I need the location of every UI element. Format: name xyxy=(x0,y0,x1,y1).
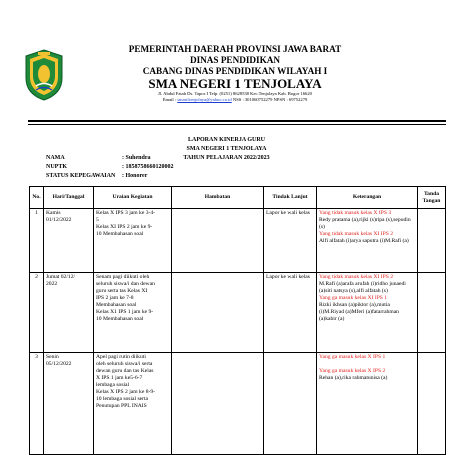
row-kegiatan-cell xyxy=(94,209,172,273)
header-kegiatan: Uraian Kegiatan xyxy=(94,187,172,209)
row-date-line: Senin xyxy=(46,354,59,360)
row-signature-cell xyxy=(418,209,446,273)
report-title-line3: TAHUN PELAJARAN 2022/2023 xyxy=(183,155,270,161)
row-kegiatan-line: Kelas X IPS 2 jam ke 8-9- xyxy=(96,389,156,395)
row-date-line: 2022 xyxy=(46,281,58,287)
header-tindak-lanjut: Tindak Lanjut xyxy=(264,187,317,209)
row-date-line: 01/12/2022 xyxy=(46,217,72,223)
absence-note-line: Alfi alfatah (i)arya saputra (i)M.Rafi (a) xyxy=(319,238,409,244)
absence-class-heading: Yang tidak masuk kelas XI IPS 2 xyxy=(319,274,394,280)
table-row xyxy=(30,209,446,273)
absence-class-heading: Yang tidak masuk kelas XI IPS 2 xyxy=(319,231,394,237)
row-kegiatan-line: 10 lembaga sosial serta xyxy=(96,396,149,402)
letterhead-line-province: PEMERINTAH DAERAH PROVINSI JAWA BARAT xyxy=(128,44,342,54)
row-kegiatan-line: Apel pagi rutin diikuti xyxy=(96,354,146,360)
absence-note-line: (a)kabir (a) xyxy=(319,316,345,322)
absence-note-line xyxy=(319,361,415,368)
absence-note-line: Redy pratama (a),rijki (s)ripa (s),sepudin xyxy=(319,217,411,223)
row-date-line: Kamis xyxy=(46,210,61,216)
report-title xyxy=(0,136,453,163)
letterhead-line-cabang: CABANG DINAS PENDIDIKAN WILAYAH I xyxy=(142,66,328,76)
row-date-cell xyxy=(44,353,94,455)
row-date-line: Jumat 02/12/ xyxy=(46,274,76,280)
absence-note-line: (s) xyxy=(319,224,325,230)
letterhead-address: Jl. Abdul Fatah Ds. Tapos I Telp. (0251) 8628538 Kec.Tenjolaya Kab. Bogor 16620 xyxy=(158,91,312,96)
nuptk-label: NUPTK xyxy=(46,164,67,170)
absence-note-line: Rizki ikhsan (a)piktor (a),mutia xyxy=(319,302,390,308)
letterhead xyxy=(80,44,390,103)
report-title-line1: LAPORAN KINERJA GURU xyxy=(187,137,265,143)
row-hambatan-cell xyxy=(172,353,264,455)
header-tanda-tangan: Tanda Tangan xyxy=(418,187,446,209)
west-java-emblem-logo xyxy=(22,48,66,102)
row-kegiatan-cell xyxy=(94,273,172,353)
row-kegiatan-line: lembaga sosial xyxy=(96,382,130,388)
row-kegiatan-line: dewan guru dan tas Kelas xyxy=(96,368,154,374)
header-date: Hari/Tanggal xyxy=(44,187,94,209)
header-no: No. xyxy=(30,187,44,209)
absence-class-heading: Yang ga masuk kelas X IPS 1 xyxy=(319,354,386,360)
row-signature-cell xyxy=(418,353,446,455)
row-kegiatan-line: Membahasan soal xyxy=(96,302,137,308)
nama-value: : Suhendra xyxy=(122,155,151,161)
letterhead-rule-thin xyxy=(28,124,446,125)
email-link[interactable]: sman1tenjolaya@yahoo.co.id xyxy=(177,97,232,102)
header-keterangan: Keterangan xyxy=(317,187,418,209)
row-kegiatan-line: Kelas X1 IPS 1 jam ke 9- xyxy=(96,309,154,315)
letterhead-rule-thick xyxy=(28,120,446,122)
row-kegiatan-line: X IPS 1 jam ke5-6-7 xyxy=(96,375,143,381)
row-kegiatan-line: Kelas XI IPS 2 jam ke 9- xyxy=(96,224,153,230)
row-kegiatan-line: 10 Membahasan soal xyxy=(96,316,144,322)
status-label: STATUS KEPEGAWAIAN xyxy=(46,173,116,179)
row-number: 2 xyxy=(30,273,44,353)
row-number: 1 xyxy=(30,209,44,273)
row-kegiatan-line: seluruh siswa/i dan dewan xyxy=(96,281,155,287)
absence-note-line: M.Rafi (a)arafa arufah (i)ridho junaedi xyxy=(319,281,406,287)
row-date-line: 05/12/2022 xyxy=(46,361,72,367)
row-hambatan-cell xyxy=(172,273,264,353)
absence-class-heading: Yang tidak masuk kelas X IPS 3 xyxy=(319,210,392,216)
activity-table xyxy=(29,186,446,455)
status-value: : Honorer xyxy=(122,173,148,179)
row-tindak-lanjut-cell: Lapor ke wali kelas xyxy=(264,209,317,273)
report-title-line2: SMA NEGERI 1 TENJOLAYA xyxy=(186,146,267,152)
row-kegiatan-line: Kelas X IPS 3 jam ke 3-4- xyxy=(96,210,156,216)
nama-label: NAMA xyxy=(46,155,65,161)
header-hambatan: Hambatan xyxy=(172,187,264,209)
row-signature-cell xyxy=(418,273,446,353)
row-tindak-lanjut-cell: Lapor ke wali kelas xyxy=(264,273,317,353)
row-date-cell xyxy=(44,209,94,273)
letterhead-contact xyxy=(80,97,390,103)
row-keterangan-cell xyxy=(317,353,418,455)
row-keterangan-cell xyxy=(317,273,418,353)
contact-numbers: NSS : 301060752279 NPSN : 69752279 xyxy=(231,97,308,102)
row-kegiatan-cell xyxy=(94,353,172,455)
row-kegiatan-line: 5 xyxy=(96,217,99,223)
row-hambatan-cell xyxy=(172,209,264,273)
letterhead-school-name: SMA NEGERI 1 TENJOLAYA xyxy=(148,76,322,91)
table-body xyxy=(30,209,446,455)
row-kegiatan-line: Penutupan PPL INAIS xyxy=(96,403,147,409)
table-row xyxy=(30,353,446,455)
absence-note-line: (i)M.Riyad (a)Mferi (a)fatarrahman xyxy=(319,309,399,315)
absence-note-line: Rehan (a),rika rahmatunisa (a) xyxy=(319,375,388,381)
absence-class-heading: Yang ga masuk kelas X IPS 2 xyxy=(319,368,386,374)
row-kegiatan-line: Senam pagi diikuti oleh xyxy=(96,274,150,280)
row-kegiatan-line: 10 Membahasan soal xyxy=(96,231,144,237)
nuptk-value: : 1858758660120002 xyxy=(122,164,174,170)
row-keterangan-cell xyxy=(317,209,418,273)
row-kegiatan-line: oleh seluruh siswa/i serta xyxy=(96,361,153,367)
row-number: 3 xyxy=(30,353,44,455)
absence-class-heading: Yang ga masuk kelas XI IPS 1 xyxy=(319,295,388,301)
row-tindak-lanjut-cell xyxy=(264,353,317,455)
table-header-row xyxy=(30,187,446,209)
row-kegiatan-line: IPS 2 jam ke 7-8 xyxy=(96,295,134,301)
letterhead-line-dinas: DINAS PENDIDIKAN xyxy=(189,55,281,65)
row-kegiatan-line: guru serta tas Kelas XI xyxy=(96,288,148,294)
table-row xyxy=(30,273,446,353)
email-prefix: Email : xyxy=(162,97,178,102)
absence-note-line: (a)siti natsya (s),alfi alfatah (s) xyxy=(319,288,388,294)
row-date-cell xyxy=(44,273,94,353)
